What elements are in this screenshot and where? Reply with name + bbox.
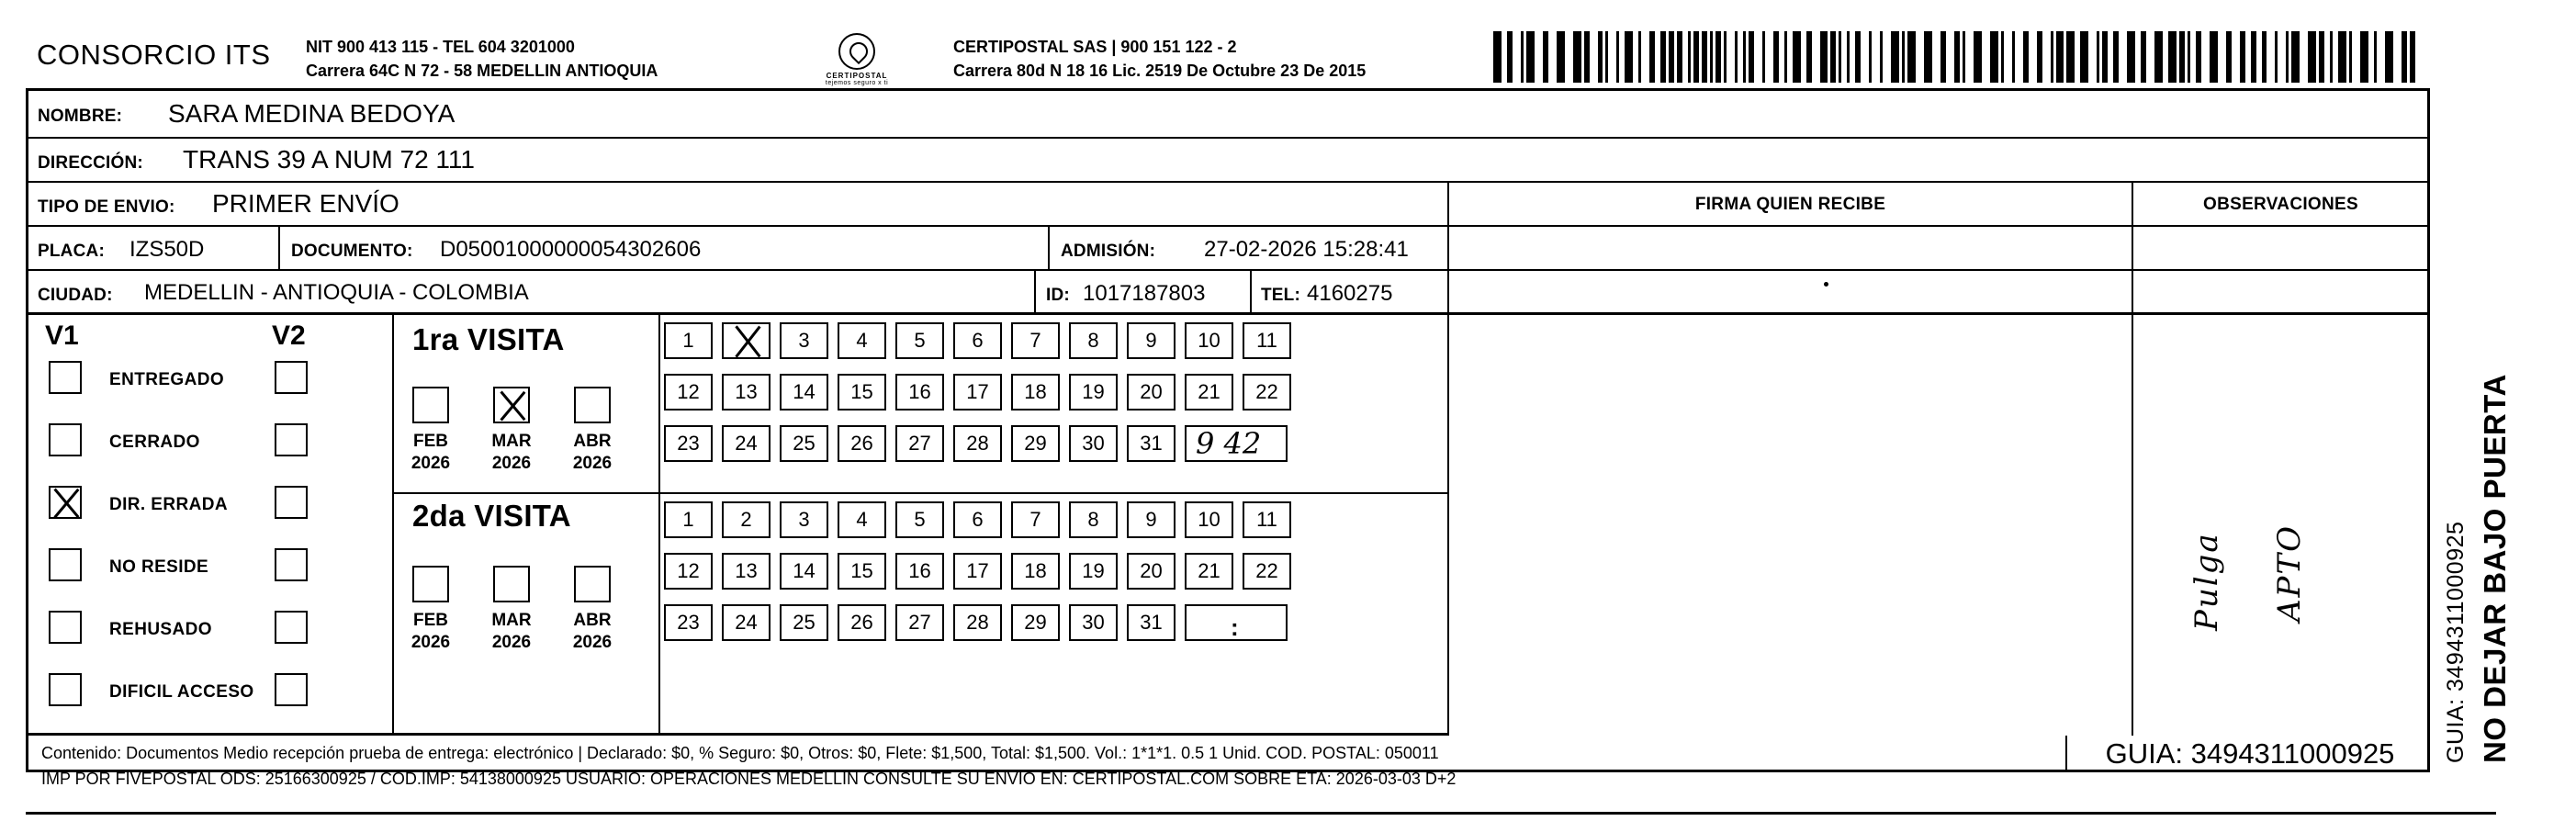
status-dificil-acceso-v1-checkbox[interactable] — [49, 673, 82, 706]
visit-2-day-5[interactable]: 5 — [895, 501, 944, 538]
visit-2-mar-name: MAR — [491, 611, 532, 630]
status-cerrado-label: CERRADO — [109, 433, 200, 452]
visit-2-day-27[interactable]: 27 — [895, 604, 944, 641]
visit-1-month-mar-label — [485, 431, 538, 475]
visit-2-time-box[interactable] — [1185, 604, 1288, 641]
visit-1-day-11[interactable]: 11 — [1243, 322, 1291, 359]
label-footer — [28, 736, 2433, 788]
observaciones-area[interactable] — [2132, 227, 2428, 736]
visit-1-day-2[interactable] — [722, 322, 771, 359]
status-entregado-label: ENTREGADO — [109, 370, 224, 389]
visit-1-day-24[interactable]: 24 — [722, 425, 771, 462]
visit-2-day-21[interactable]: 21 — [1185, 553, 1233, 590]
footer-guia-number: GUIA: 3494311000925 — [2065, 736, 2433, 772]
visit-2-day-23[interactable]: 23 — [664, 604, 713, 641]
visit-2-day-20[interactable]: 20 — [1127, 553, 1176, 590]
visit-1-month-mar-checkbox[interactable] — [493, 387, 530, 423]
company-nit-block — [306, 35, 658, 83]
footer-line-1: Contenido: Documentos Medio recepción prueba de entrega: electrónico | Declarado: $0, % Seguro: $0, Otros: $0, Flete: $1,500, Total: $1,500. Vol.: 1*1*1. 0.5 1 Unid. COD. POSTAL: 050011 — [41, 744, 1439, 762]
visit-1-abr-name: ABR — [573, 432, 612, 451]
visit-1-day-8[interactable]: 8 — [1069, 322, 1118, 359]
visit-2-day-18[interactable]: 18 — [1011, 553, 1060, 590]
status-cerrado-v1-checkbox[interactable] — [49, 423, 82, 456]
nombre-value: SARA MEDINA BEDOYA — [168, 99, 456, 128]
visit-1-day-25[interactable]: 25 — [780, 425, 828, 462]
visit-2-day-9[interactable]: 9 — [1127, 501, 1176, 538]
visit-1-day-1[interactable]: 1 — [664, 322, 713, 359]
visit-2-month-feb-label — [404, 610, 457, 654]
visit-1-feb-name: FEB — [413, 432, 448, 451]
visit-1-day-14[interactable]: 14 — [780, 374, 828, 410]
visit-1-mar-name: MAR — [491, 432, 532, 451]
visit-2-mar-year: 2026 — [491, 632, 532, 652]
visit-2-day-13[interactable]: 13 — [722, 553, 771, 590]
company-name: CONSORCIO ITS — [37, 39, 271, 71]
company-nit-line1: NIT 900 413 115 - TEL 604 3201000 — [306, 38, 575, 56]
footer-line-2: IMP POR FIVEPOSTAL ODS: 25166300925 / COD.IMP: 54138000925 USUARIO: OPERACIONES MEDELLIN CONSULTE SU ENVIO EN: CERTIPOSTAL.COM SOBRE ETA: 2026-03-03 D+2 — [41, 769, 1457, 788]
visit-2-month-mar-label — [485, 610, 538, 654]
observaciones-header-label: OBSERVACIONES — [2203, 195, 2358, 214]
delivery-status-column — [28, 315, 394, 733]
status-rehusado-v2-checkbox[interactable] — [275, 611, 308, 644]
visit-2-day-17[interactable]: 17 — [953, 553, 1002, 590]
status-dir-errada-label: DIR. ERRADA — [109, 495, 228, 514]
carrier-address-license: Carrera 80d N 18 16 Lic. 2519 De Octubre 23 De 2015 — [953, 62, 1367, 81]
visit-1-title: 1ra VISITA — [412, 322, 565, 356]
visit-2-day-2[interactable]: 2 — [722, 501, 771, 538]
visit-2-day-8[interactable]: 8 — [1069, 501, 1118, 538]
id-value: 1017187803 — [1083, 281, 1206, 306]
certipostal-logo — [816, 33, 898, 86]
visit-2-time-note: : — [1231, 613, 1239, 641]
divider-ciudad-id — [1034, 271, 1036, 315]
id-label: ID: — [1046, 286, 1070, 305]
status-dificil-acceso-v2-checkbox[interactable] — [275, 673, 308, 706]
visit-1-day-23[interactable]: 23 — [664, 425, 713, 462]
visit-1-abr-year: 2026 — [572, 453, 613, 473]
visit-2-day-4[interactable]: 4 — [838, 501, 886, 538]
firma-header-cell — [1447, 183, 2132, 227]
visit-1-day-13[interactable]: 13 — [722, 374, 771, 410]
visit-2-feb-year: 2026 — [411, 632, 451, 652]
visit-2-day-15[interactable]: 15 — [838, 553, 886, 590]
visit-1-day-26[interactable]: 26 — [838, 425, 886, 462]
status-dificil-acceso-label: DIFICIL ACCESO — [109, 682, 254, 702]
tipo-envio-label: TIPO DE ENVIO: — [38, 197, 175, 217]
admision-label: ADMISIÓN: — [1061, 242, 1156, 261]
divider-documento-admision — [1048, 227, 1050, 271]
guide-barcode — [1493, 31, 2421, 83]
visit-2-day-7[interactable]: 7 — [1011, 501, 1060, 538]
visit-2-abr-year: 2026 — [572, 632, 613, 652]
label-header — [26, 17, 2430, 88]
observaciones-header-cell — [2132, 183, 2428, 227]
divider-placa-documento — [278, 227, 280, 271]
tel-label: TEL: — [1261, 286, 1301, 305]
visit-1-day-18[interactable]: 18 — [1011, 374, 1060, 410]
visit-2-day-14[interactable]: 14 — [780, 553, 828, 590]
visit-1-day-31[interactable]: 31 — [1127, 425, 1176, 462]
visit-1-day-12[interactable]: 12 — [664, 374, 713, 410]
carrier-name-nit: CERTIPOSTAL SAS | 900 151 122 - 2 — [953, 38, 1237, 56]
visit-1-day-28[interactable]: 28 — [953, 425, 1002, 462]
visit-2-month-feb-checkbox[interactable] — [412, 566, 449, 602]
visit-status-section — [28, 315, 1447, 736]
visit-1-day-17[interactable]: 17 — [953, 374, 1002, 410]
visit-1-time-box[interactable] — [1185, 425, 1288, 462]
status-entregado-v1-checkbox[interactable] — [49, 361, 82, 394]
visit-2-day-25[interactable]: 25 — [780, 604, 828, 641]
admision-value: 27-02-2026 15:28:41 — [1204, 237, 1409, 262]
visit-1-day-3[interactable]: 3 — [780, 322, 828, 359]
visit-1-day-6[interactable]: 6 — [953, 322, 1002, 359]
logo-text-primary: CERTIPOSTAL — [826, 72, 888, 80]
observaciones-note-1: Pulga — [2188, 532, 2225, 631]
ciudad-value: MEDELLIN - ANTIOQUIA - COLOMBIA — [144, 280, 529, 305]
status-rehusado-label: REHUSADO — [109, 620, 212, 639]
visit-2-day-29[interactable]: 29 — [1011, 604, 1060, 641]
visit-2-day-24[interactable]: 24 — [722, 604, 771, 641]
ciudad-label: CIUDAD: — [38, 286, 113, 305]
vertical-notice-guia: GUIA: 3494311000925 — [2443, 521, 2469, 763]
tel-value: 4160275 — [1307, 281, 1393, 306]
direccion-label: DIRECCIÓN: — [38, 153, 143, 173]
label-container — [26, 17, 2512, 788]
visit-1-day-19[interactable]: 19 — [1069, 374, 1118, 410]
visit-1-day-7[interactable]: 7 — [1011, 322, 1060, 359]
documento-label: DOCUMENTO: — [291, 242, 413, 261]
nombre-label: NOMBRE: — [38, 107, 123, 126]
vertical-notice-strip — [2434, 88, 2512, 772]
documento-value: D05001000000054302606 — [440, 237, 702, 262]
visit-1-day-30[interactable]: 30 — [1069, 425, 1118, 462]
visit-2-day-30[interactable]: 30 — [1069, 604, 1118, 641]
status-no-reside-v2-checkbox[interactable] — [275, 548, 308, 581]
visit-2-day-16[interactable]: 16 — [895, 553, 944, 590]
visit-1-day-9[interactable]: 9 — [1127, 322, 1176, 359]
visit-2-title: 2da VISITA — [412, 499, 571, 533]
visit-1-day-4[interactable]: 4 — [838, 322, 886, 359]
row-nombre — [28, 91, 2427, 139]
visit-2-day-19[interactable]: 19 — [1069, 553, 1118, 590]
visit-month-column — [394, 315, 660, 733]
direccion-value: TRANS 39 A NUM 72 111 — [183, 145, 475, 174]
placa-value: IZS50D — [129, 237, 205, 262]
v1-column-label: V1 — [45, 321, 79, 351]
visit-2-day-22[interactable]: 22 — [1243, 553, 1291, 590]
divider-id-tel — [1250, 271, 1252, 315]
visit-2-day-31[interactable]: 31 — [1127, 604, 1176, 641]
v2-column-label: V2 — [272, 321, 306, 351]
visit-1-day-20[interactable]: 20 — [1127, 374, 1176, 410]
visit-1-day-10[interactable]: 10 — [1185, 322, 1233, 359]
visit-2-day-26[interactable]: 26 — [838, 604, 886, 641]
vertical-notice-main: NO DEJAR BAJO PUERTA — [2478, 374, 2512, 763]
signature-mark — [1824, 282, 1828, 287]
tipo-envio-value: PRIMER ENVÍO — [212, 189, 399, 218]
status-dir-errada-v1-checkbox[interactable] — [49, 486, 82, 519]
firma-signature-area[interactable] — [1447, 227, 2132, 736]
visit-2-month-abr-label — [566, 610, 619, 654]
sheet-bottom-rule — [26, 812, 2496, 815]
placa-label: PLACA: — [38, 242, 105, 261]
visit-1-day-16[interactable]: 16 — [895, 374, 944, 410]
label-body — [26, 88, 2430, 788]
visit-1-day-29[interactable]: 29 — [1011, 425, 1060, 462]
status-rehusado-v1-checkbox[interactable] — [49, 611, 82, 644]
visit-2-day-10[interactable]: 10 — [1185, 501, 1233, 538]
visit-2-month-mar-checkbox[interactable] — [493, 566, 530, 602]
visit-2-day-6[interactable]: 6 — [953, 501, 1002, 538]
visit-2-feb-name: FEB — [413, 611, 448, 630]
visit-2-day-3[interactable]: 3 — [780, 501, 828, 538]
firma-header-label: FIRMA QUIEN RECIBE — [1694, 195, 1886, 214]
observaciones-note-2: APTO — [2271, 524, 2308, 622]
company-address-line: Carrera 64C N 72 - 58 MEDELLIN ANTIOQUIA — [306, 62, 658, 81]
visit-1-mar-year: 2026 — [491, 453, 532, 473]
visit-1-day-15[interactable]: 15 — [838, 374, 886, 410]
logo-mark-icon — [838, 33, 875, 70]
visit-day-grid — [660, 315, 1447, 733]
visit-2-abr-name: ABR — [573, 611, 612, 630]
visit-1-day-5[interactable]: 5 — [895, 322, 944, 359]
visit-1-feb-year: 2026 — [411, 453, 451, 473]
visit-1-time-note: 9 42 — [1196, 426, 1262, 461]
visit-1-month-feb-label — [404, 431, 457, 475]
footer-details — [41, 741, 2053, 793]
row-direccion — [28, 139, 2427, 183]
visit-1-day-27[interactable]: 27 — [895, 425, 944, 462]
status-no-reside-v1-checkbox[interactable] — [49, 548, 82, 581]
visit-1-month-feb-checkbox[interactable] — [412, 387, 449, 423]
status-no-reside-label: NO RESIDE — [109, 557, 209, 577]
status-entregado-v2-checkbox[interactable] — [275, 361, 308, 394]
visit-1-month-abr-checkbox[interactable] — [574, 387, 611, 423]
visit-1-month-abr-label — [566, 431, 619, 475]
logo-text-secondary: tejemos seguro x ti — [825, 80, 889, 86]
status-dir-errada-v2-checkbox[interactable] — [275, 486, 308, 519]
visit-2-day-28[interactable]: 28 — [953, 604, 1002, 641]
visit-2-day-11[interactable]: 11 — [1243, 501, 1291, 538]
carrier-info-block — [953, 35, 1366, 83]
visit-2-day-12[interactable]: 12 — [664, 553, 713, 590]
visit-2-day-1[interactable]: 1 — [664, 501, 713, 538]
visit-1-day-22[interactable]: 22 — [1243, 374, 1291, 410]
visit-1-day-21[interactable]: 21 — [1185, 374, 1233, 410]
visit-2-month-abr-checkbox[interactable] — [574, 566, 611, 602]
status-cerrado-v2-checkbox[interactable] — [275, 423, 308, 456]
